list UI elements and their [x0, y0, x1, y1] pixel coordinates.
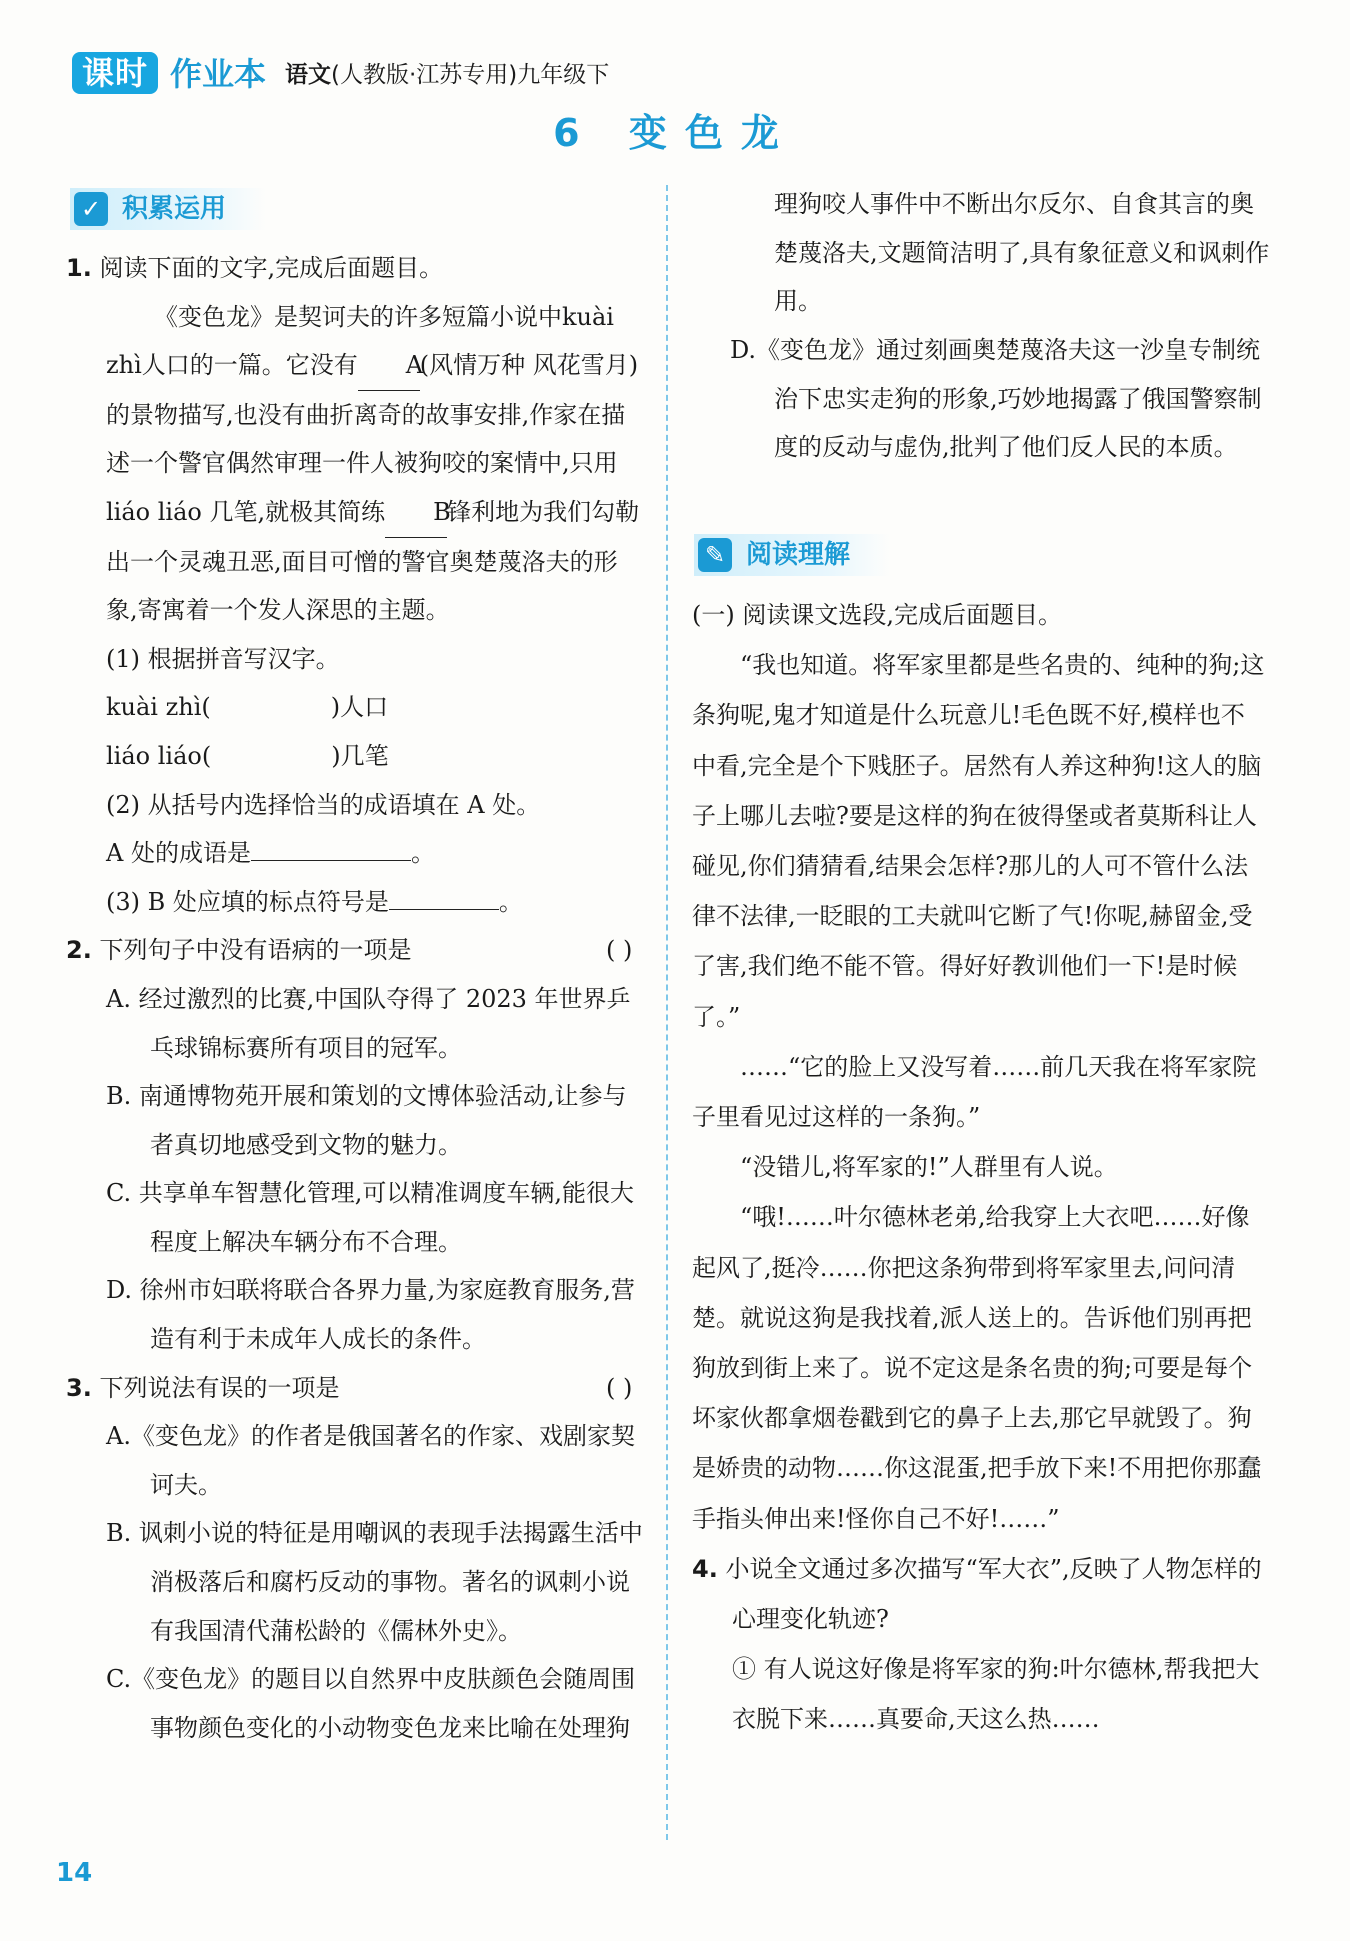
sub-question-1: (1) 根据拼音写汉字。 [106, 644, 340, 673]
reading-paragraph: “哦!……叶尔德林老弟,给我穿上大衣吧……好像起风了,挺冷……你把这条狗带到将军家里去,问问清楚。就说这狗是我找着,派人送上的。告诉他们别再把狗放到街上来了。说不定这是条名贵的狗;可要是每个坏家伙都拿烟卷戳到它的鼻子上去,那它早就毁了。狗是娇贵的动物……你这混蛋,把手放下来!不用把你那蠢手指头伸出来!怪你自己不好!……” [692, 1203, 1262, 1533]
question-3: ( ) 3. 下列说法有误的一项是 [66, 1373, 633, 1402]
question-stem: 下列说法有误的一项是 [99, 1373, 340, 1402]
pinyin-line-2 [66, 732, 646, 781]
blank-b: B [385, 488, 447, 538]
option-d: D.《变色龙》通过刻画奥楚蔑洛夫这一沙皇专制统治下忠实走狗的形象,巧妙地揭露了俄国警察制度的反动与虚伪,批判了他们反人民的本质。 [730, 336, 1262, 462]
reading-paragraph: “我也知道。将军家里都是些名贵的、纯种的狗;这条狗呢,鬼才知道是什么玩意儿!毛色既不好,模样也不中看,完全是个下贱胚子。居然有人养这种狗!这人的脑子上哪儿去啦?要是这样的狗在彼得堡或者莫斯科让人碰见,你们猜猜看,结果会怎样?那儿的人可不管什么法律不法律,一眨眼的工夫就叫它断了气!你呢,赫留金,受了害,我们绝不能不管。得好好教训他们一下!是时候了。” [692, 651, 1265, 1031]
option-a: A. 经过激烈的比赛,中国队夺得了 2023 年世界乒乓球锦标赛所有项目的冠军。 [106, 984, 631, 1062]
option-c-continued [690, 180, 1270, 326]
pinyin-suffix: )人口 [330, 693, 389, 722]
reading-paragraph: ……“它的脸上又没写着……前几天我在将军家院子里看见过这样的一条狗。” [692, 1052, 1257, 1132]
question-number: 2. [66, 936, 92, 965]
question-4 [692, 1544, 1266, 1644]
question-stem: 小说全文通过多次描写“军大衣”,反映了人物怎样的心理变化轨迹? [725, 1554, 1262, 1634]
passage-part: 《变色龙》是契诃夫的许多短篇小说中kuài zhì人口的一篇。它没有 [106, 302, 614, 380]
reading-paragraph: “没错儿,将军家的!”人群里有人说。 [740, 1153, 1118, 1182]
pinyin-label: liáo liáo( [106, 741, 212, 770]
section-heading-reading [694, 534, 890, 576]
column-divider [666, 185, 668, 1840]
pinyin-line-1 [66, 683, 646, 732]
section-heading-practice [70, 188, 266, 230]
subject-name: 语文 [285, 62, 331, 88]
option-c-text: 理狗咬人事件中不断出尔反尔、自食其言的奥楚蔑洛夫,文题简洁明了,具有象征意义和讽刺作用。 [774, 190, 1270, 316]
left-column [66, 244, 646, 1752]
question-number: 1. [66, 254, 92, 282]
option-c: C. 共享单车智慧化管理,可以精准调度车辆,能很大程度上解决车辆分布不合理。 [106, 1179, 635, 1256]
question-number: 3. [66, 1373, 92, 1402]
sub-question-3 [66, 878, 646, 927]
pinyin-suffix: )几笔 [331, 741, 389, 770]
sub-question-2: (2) 从括号内选择恰当的成语填在 A 处。 [106, 790, 541, 819]
answer-blank [389, 909, 499, 910]
pinyin-label: kuài zhì( [106, 693, 211, 722]
passage-part: 锋利地为我们勾勒出一个灵魂丑恶,面目可憎的警官奥楚蔑洛夫的形象,寄寓着一个发人深思的主题。 [106, 497, 640, 625]
brand-logo: 课时 [72, 52, 158, 94]
section-heading-text: 积累运用 [122, 194, 227, 224]
chapter-title: 6 变色龙 [553, 111, 797, 155]
page-number: 14 [56, 1858, 93, 1888]
section-heading-text: 阅读理解 [746, 540, 851, 570]
blank-a: A [358, 341, 420, 391]
question-stem: 下列句子中没有语病的一项是 [99, 936, 412, 965]
option-b: B. 南通博物苑开展和策划的文博体验活动,让参与者真切地感受到文物的魅力。 [106, 1082, 627, 1159]
option-d: D. 徐州市妇联将联合各界力量,为家庭教育服务,营造有利于未成年人成长的条件。 [106, 1276, 635, 1354]
period: 。 [498, 887, 523, 916]
reading-intro: (一) 阅读课文选段,完成后面题目。 [692, 601, 1062, 629]
reading-passage [692, 590, 1266, 1745]
checkmark-icon: ✓ [74, 192, 108, 226]
option-b: B. 讽刺小说的特征是用嘲讽的表现手法揭露生活中消极落后和腐朽反动的事物。著名的讽刺小说有我国清代蒲松龄的《儒林外史》。 [106, 1519, 643, 1645]
right-column [690, 180, 1270, 472]
question-1 [66, 244, 646, 293]
question-2: ( ) 2. 下列句子中没有语病的一项是 [66, 936, 633, 965]
question-4-answer: ① 有人说这好像是将军家的狗:叶尔德林,帮我把大衣脱下来……真要命,天这么热…… [732, 1655, 1260, 1734]
subject-edition: (人教版·江苏专用)九年级下 [331, 62, 610, 88]
option-a: A.《变色龙》的作者是俄国著名的作家、戏剧家契诃夫。 [106, 1422, 635, 1499]
question-stem: 阅读下面的文字,完成后面题目。 [99, 254, 444, 282]
answer-prompt: (3) B 处应填的标点符号是 [106, 887, 389, 916]
answer-prompt: A 处的成语是 [106, 839, 251, 868]
sub-question-2-answer [66, 829, 646, 878]
answer-blank [251, 860, 411, 861]
pencil-icon: ✎ [698, 538, 732, 572]
subject-line [285, 58, 609, 92]
option-c: C.《变色龙》的题目以自然界中皮肤颜色会随周围事物颜色变化的小动物变色龙来比喻在处理狗 [106, 1665, 636, 1742]
passage [66, 293, 646, 635]
book-type: 作业本 [170, 55, 267, 93]
passage-part: (风情万种 风花雪月)的景物描写,也没有曲折离奇的故事安排,作家在描述一个警官偶然审理一件人被狗咬的案情中,只用 liáo liáo 几笔,就极其简练 [106, 351, 639, 526]
question-number: 4. [692, 1554, 718, 1583]
period: 。 [410, 839, 435, 868]
